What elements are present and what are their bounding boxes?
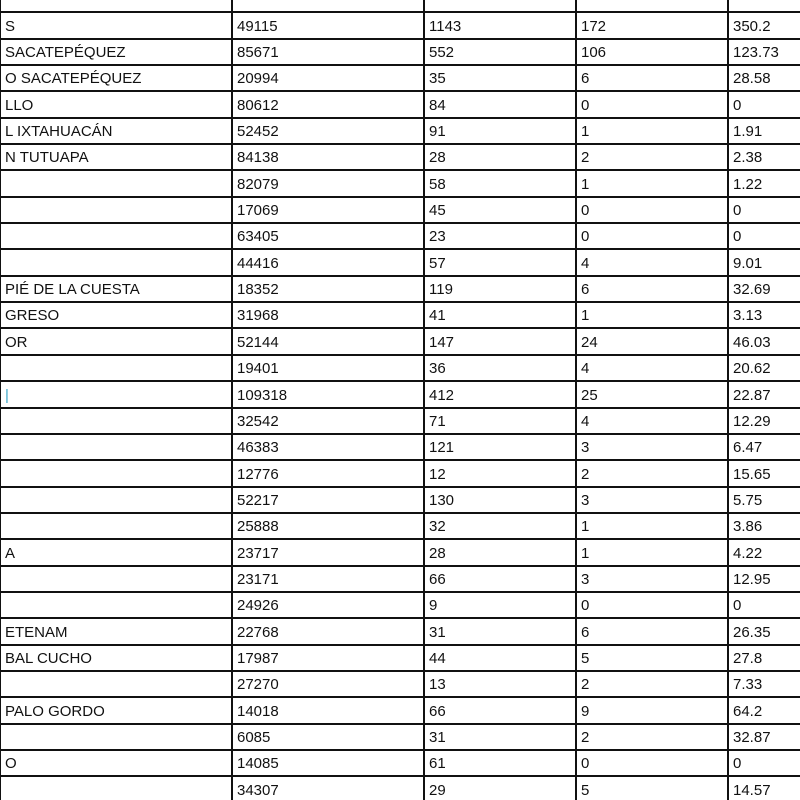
rate-cell[interactable]: 27.8: [728, 645, 800, 671]
deaths-cell[interactable]: 4: [576, 408, 728, 434]
population-cell[interactable]: 20994: [232, 65, 424, 91]
deaths-cell[interactable]: 106: [576, 39, 728, 65]
population-cell[interactable]: 31968: [232, 302, 424, 328]
table-row: [0, 487, 800, 513]
population-cell[interactable]: 23171: [232, 566, 424, 592]
table-row: [0, 12, 800, 38]
population-cell[interactable]: 6085: [232, 724, 424, 750]
population-cell[interactable]: 22768: [232, 618, 424, 644]
deaths-cell[interactable]: 172: [576, 12, 728, 38]
cases-cell[interactable]: 36: [424, 355, 576, 381]
population-cell[interactable]: 109318: [232, 381, 424, 407]
cases-cell[interactable]: 44: [424, 645, 576, 671]
municipality-cell[interactable]: [0, 434, 232, 460]
municipality-cell[interactable]: [0, 513, 232, 539]
municipality-cell[interactable]: [0, 0, 232, 12]
table-row: [0, 724, 800, 750]
deaths-cell[interactable]: 2: [576, 460, 728, 486]
rate-cell[interactable]: 4.22: [728, 539, 800, 565]
deaths-cell[interactable]: 3: [576, 487, 728, 513]
population-cell[interactable]: 32542: [232, 408, 424, 434]
table-row: [0, 302, 800, 328]
population-cell[interactable]: 12776: [232, 460, 424, 486]
rate-cell[interactable]: 0: [728, 592, 800, 618]
municipality-cell[interactable]: N TUTUAPA: [0, 144, 232, 170]
deaths-cell[interactable]: 9: [576, 697, 728, 723]
deaths-cell[interactable]: 6: [576, 276, 728, 302]
rate-cell[interactable]: 0: [728, 223, 800, 249]
cases-cell[interactable]: 23: [424, 223, 576, 249]
cases-cell[interactable]: 1143: [424, 12, 576, 38]
population-cell[interactable]: 82079: [232, 170, 424, 196]
table-row: [0, 328, 800, 354]
cases-cell[interactable]: 31: [424, 618, 576, 644]
municipality-cell[interactable]: OR: [0, 328, 232, 354]
deaths-cell[interactable]: 1: [576, 170, 728, 196]
rate-cell[interactable]: 12.95: [728, 566, 800, 592]
rate-cell[interactable]: 64.2: [728, 697, 800, 723]
table-row: [0, 434, 800, 460]
deaths-cell[interactable]: 1: [576, 302, 728, 328]
deaths-cell[interactable]: 25: [576, 381, 728, 407]
table-row: [0, 671, 800, 697]
population-cell[interactable]: 49115: [232, 12, 424, 38]
population-cell[interactable]: 17987: [232, 645, 424, 671]
table-row: [0, 592, 800, 618]
municipality-cell[interactable]: [0, 223, 232, 249]
table-row: [0, 65, 800, 91]
municipality-cell[interactable]: [0, 408, 232, 434]
municipality-cell[interactable]: A: [0, 539, 232, 565]
population-cell[interactable]: 25888: [232, 513, 424, 539]
municipality-cell[interactable]: [0, 170, 232, 196]
rate-cell[interactable]: 12.29: [728, 408, 800, 434]
population-cell[interactable]: 14085: [232, 750, 424, 776]
rate-cell[interactable]: 22.87: [728, 381, 800, 407]
cases-cell[interactable]: 61: [424, 750, 576, 776]
rate-cell[interactable]: 7.33: [728, 671, 800, 697]
population-cell[interactable]: 63405: [232, 223, 424, 249]
population-cell[interactable]: 85671: [232, 39, 424, 65]
table-row: [0, 249, 800, 275]
deaths-cell[interactable]: 2: [576, 671, 728, 697]
rate-cell[interactable]: 9.01: [728, 249, 800, 275]
cases-cell[interactable]: 45: [424, 197, 576, 223]
deaths-cell[interactable]: 5: [576, 776, 728, 800]
cursor-mark: |: [5, 386, 9, 404]
cases-cell[interactable]: 28: [424, 144, 576, 170]
cases-cell[interactable]: 130: [424, 487, 576, 513]
municipality-cell[interactable]: ETENAM: [0, 618, 232, 644]
cases-cell[interactable]: [424, 0, 576, 12]
rate-cell[interactable]: 3.13: [728, 302, 800, 328]
deaths-cell[interactable]: 1: [576, 513, 728, 539]
population-cell[interactable]: 80612: [232, 91, 424, 117]
table-row: [0, 513, 800, 539]
deaths-cell[interactable]: 6: [576, 65, 728, 91]
population-cell[interactable]: 44416: [232, 249, 424, 275]
deaths-cell[interactable]: 0: [576, 223, 728, 249]
population-cell[interactable]: 17069: [232, 197, 424, 223]
deaths-cell[interactable]: 2: [576, 144, 728, 170]
deaths-cell[interactable]: [576, 0, 728, 12]
cases-cell[interactable]: 57: [424, 249, 576, 275]
population-cell[interactable]: 52217: [232, 487, 424, 513]
cases-cell[interactable]: 29: [424, 776, 576, 800]
cases-cell[interactable]: 552: [424, 39, 576, 65]
deaths-cell[interactable]: 3: [576, 566, 728, 592]
municipality-cell[interactable]: [0, 671, 232, 697]
table-row: [0, 566, 800, 592]
cases-cell[interactable]: 66: [424, 566, 576, 592]
cases-cell[interactable]: 119: [424, 276, 576, 302]
rate-cell[interactable]: 1.22: [728, 170, 800, 196]
cases-cell[interactable]: 58: [424, 170, 576, 196]
rate-cell[interactable]: 1.91: [728, 118, 800, 144]
cases-cell[interactable]: 121: [424, 434, 576, 460]
municipality-cell[interactable]: [0, 460, 232, 486]
table-row: [0, 39, 800, 65]
deaths-cell[interactable]: 5: [576, 645, 728, 671]
population-cell[interactable]: 27270: [232, 671, 424, 697]
municipality-cell[interactable]: [0, 724, 232, 750]
table-row: [0, 697, 800, 723]
municipality-cell[interactable]: SACATEPÉQUEZ: [0, 39, 232, 65]
rate-cell[interactable]: 3.86: [728, 513, 800, 539]
cases-cell[interactable]: 91: [424, 118, 576, 144]
rate-cell[interactable]: 123.73: [728, 39, 800, 65]
cases-cell[interactable]: 84: [424, 91, 576, 117]
cases-cell[interactable]: 71: [424, 408, 576, 434]
cases-cell[interactable]: 147: [424, 328, 576, 354]
population-cell[interactable]: 14018: [232, 697, 424, 723]
deaths-cell[interactable]: 4: [576, 249, 728, 275]
municipality-cell[interactable]: [0, 776, 232, 800]
rate-cell[interactable]: 28.58: [728, 65, 800, 91]
table-row: [0, 197, 800, 223]
deaths-cell[interactable]: 0: [576, 197, 728, 223]
rate-cell[interactable]: 0: [728, 91, 800, 117]
cases-cell[interactable]: 35: [424, 65, 576, 91]
rate-cell[interactable]: 0: [728, 197, 800, 223]
table-row: [0, 144, 800, 170]
table-row: [0, 408, 800, 434]
rate-cell[interactable]: 6.47: [728, 434, 800, 460]
cases-cell[interactable]: 28: [424, 539, 576, 565]
deaths-cell[interactable]: 4: [576, 355, 728, 381]
rate-cell[interactable]: 20.62: [728, 355, 800, 381]
municipality-cell[interactable]: S: [0, 12, 232, 38]
table-row: [0, 0, 800, 12]
table-row: [0, 170, 800, 196]
deaths-cell[interactable]: 24: [576, 328, 728, 354]
rate-cell[interactable]: 14.57: [728, 776, 800, 800]
municipality-cell[interactable]: PIÉ DE LA CUESTA: [0, 276, 232, 302]
population-cell[interactable]: 24926: [232, 592, 424, 618]
rate-cell[interactable]: 26.35: [728, 618, 800, 644]
population-cell[interactable]: 34307: [232, 776, 424, 800]
rate-cell[interactable]: 15.65: [728, 460, 800, 486]
municipality-cell[interactable]: BAL CUCHO: [0, 645, 232, 671]
municipality-cell[interactable]: [0, 355, 232, 381]
deaths-cell[interactable]: 6: [576, 618, 728, 644]
municipality-cell[interactable]: [0, 487, 232, 513]
cases-cell[interactable]: 412: [424, 381, 576, 407]
rate-cell[interactable]: 32.87: [728, 724, 800, 750]
population-cell[interactable]: 84138: [232, 144, 424, 170]
table-row: [0, 460, 800, 486]
deaths-cell[interactable]: 0: [576, 592, 728, 618]
table-row: [0, 750, 800, 776]
table-row: [0, 118, 800, 144]
table-row: [0, 618, 800, 644]
rate-cell[interactable]: 350.2: [728, 12, 800, 38]
deaths-cell[interactable]: 2: [576, 724, 728, 750]
table-row: [0, 276, 800, 302]
deaths-cell[interactable]: 1: [576, 118, 728, 144]
deaths-cell[interactable]: 3: [576, 434, 728, 460]
population-cell[interactable]: 19401: [232, 355, 424, 381]
table-row: [0, 539, 800, 565]
deaths-cell[interactable]: 0: [576, 91, 728, 117]
municipality-cell[interactable]: [0, 381, 232, 407]
cases-cell[interactable]: 9: [424, 592, 576, 618]
table-row: [0, 355, 800, 381]
table-row: [0, 91, 800, 117]
cases-cell[interactable]: 41: [424, 302, 576, 328]
population-cell[interactable]: 18352: [232, 276, 424, 302]
municipality-cell[interactable]: [0, 592, 232, 618]
rate-cell[interactable]: [728, 0, 800, 12]
cases-cell[interactable]: 13: [424, 671, 576, 697]
municipality-cell[interactable]: O SACATEPÉQUEZ: [0, 65, 232, 91]
table-row: [0, 645, 800, 671]
municipality-cell[interactable]: GRESO: [0, 302, 232, 328]
population-cell[interactable]: [232, 0, 424, 12]
municipality-cell[interactable]: LLO: [0, 91, 232, 117]
deaths-cell[interactable]: 0: [576, 750, 728, 776]
cases-cell[interactable]: 31: [424, 724, 576, 750]
rate-cell[interactable]: 0: [728, 750, 800, 776]
deaths-cell[interactable]: 1: [576, 539, 728, 565]
municipality-cell[interactable]: [0, 249, 232, 275]
rate-cell[interactable]: 5.75: [728, 487, 800, 513]
table-row: [0, 776, 800, 800]
population-cell[interactable]: 23717: [232, 539, 424, 565]
municipality-cell[interactable]: O: [0, 750, 232, 776]
municipality-cell[interactable]: PALO GORDO: [0, 697, 232, 723]
cases-cell[interactable]: 32: [424, 513, 576, 539]
municipality-cell[interactable]: [0, 197, 232, 223]
table-row: [0, 381, 800, 407]
population-cell[interactable]: 52452: [232, 118, 424, 144]
municipality-cell[interactable]: [0, 566, 232, 592]
rate-cell[interactable]: 46.03: [728, 328, 800, 354]
cases-cell[interactable]: 12: [424, 460, 576, 486]
municipality-cell[interactable]: L IXTAHUACÁN: [0, 118, 232, 144]
rate-cell[interactable]: 32.69: [728, 276, 800, 302]
population-cell[interactable]: 52144: [232, 328, 424, 354]
cases-cell[interactable]: 66: [424, 697, 576, 723]
rate-cell[interactable]: 2.38: [728, 144, 800, 170]
population-cell[interactable]: 46383: [232, 434, 424, 460]
table-row: [0, 223, 800, 249]
